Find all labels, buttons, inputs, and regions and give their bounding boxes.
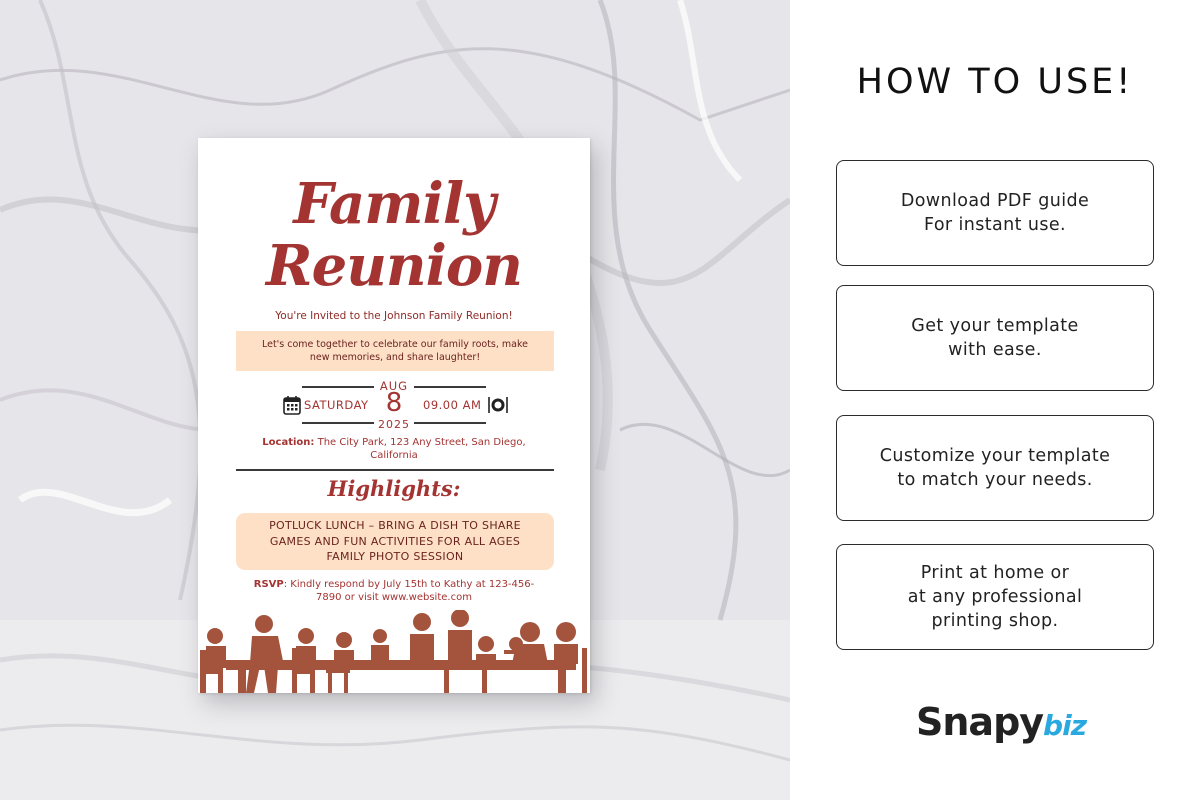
brand-part1: Snapy [916, 700, 1044, 744]
date-day: 8 [385, 388, 403, 418]
how-to-use-panel [790, 0, 1200, 800]
rsvp-text: : Kindly respond by July 15th to Kathy at 123-456-7890 or visit www.website.com [283, 579, 535, 603]
step-text: Get your template with ease. [911, 316, 1079, 360]
step-box [836, 285, 1154, 391]
event-time: 09.00 AM [423, 398, 482, 412]
date-row [198, 378, 590, 433]
intro-box [236, 331, 554, 371]
step-text: Print at home or at any professional printing shop. [907, 563, 1083, 631]
brand-logo [916, 700, 1086, 744]
location-label: Location: [262, 437, 315, 448]
date-weekday: SATURDAY [304, 398, 369, 412]
date-month: AUG [379, 379, 409, 393]
step-text: Download PDF guide For instant use. [900, 191, 1090, 235]
invitation-title-line2: Reunion [266, 233, 522, 299]
intro-text: Let's come together to celebrate our family roots, make new memories, and share laughter! [261, 339, 529, 363]
plate-cutlery-icon [486, 395, 510, 415]
rsvp [248, 578, 540, 604]
step-text: Customize your template to match your needs. [879, 446, 1111, 490]
invitation-card [198, 138, 590, 693]
calendar-icon [283, 395, 301, 415]
highlight-item: GAMES AND FUN ACTIVITIES FOR ALL AGES [269, 534, 521, 548]
how-to-use-title: HOW TO USE! [856, 62, 1134, 102]
date-year: 2025 [378, 418, 410, 431]
invited-line: You're Invited to the Johnson Family Reunion! [275, 310, 513, 322]
location-text: The City Park, 123 Any Street, San Diego, California [314, 437, 526, 461]
step-box [836, 160, 1154, 266]
step-box [836, 415, 1154, 521]
invitation-title-line1: Family [293, 171, 495, 237]
highlights-title: Highlights: [327, 476, 461, 501]
family-dinner-illustration [198, 610, 590, 693]
step-box [836, 544, 1154, 650]
highlight-item: POTLUCK LUNCH – BRING A DISH TO SHARE [269, 519, 521, 532]
highlight-item: FAMILY PHOTO SESSION [326, 550, 464, 563]
divider [236, 469, 554, 471]
highlights-box [236, 513, 554, 570]
brand-part2: biz [1043, 709, 1086, 742]
rsvp-label: RSVP [253, 579, 284, 590]
location [238, 436, 550, 462]
